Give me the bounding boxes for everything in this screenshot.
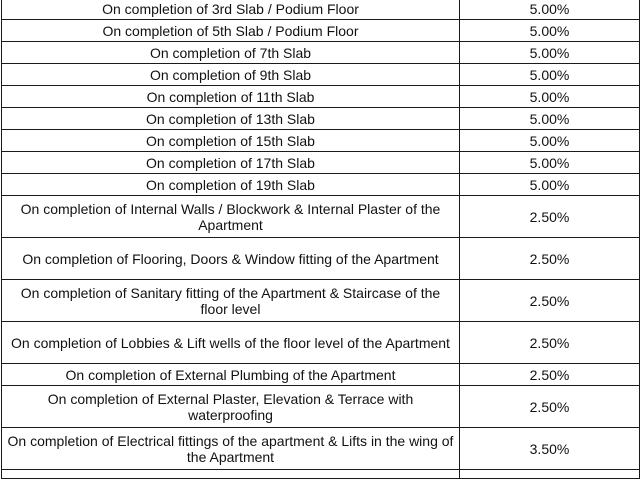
milestone-cell: On completion of Internal Walls / Blockwork & Internal Plaster of the Apartment [2,196,460,238]
milestone-cell: On completion of 3rd Slab / Podium Floor [2,0,460,20]
table-row [2,280,640,322]
percentage-cell: 2.50% [460,322,640,364]
milestone-cell: On completion of External Plaster, Elevation & Terrace with waterproofing [2,386,460,428]
percentage-cell: 5.00% [460,86,640,108]
percentage-cell: 5.00% [460,152,640,174]
table-row [2,174,640,196]
percentage-cell [460,470,640,479]
table-row [2,238,640,280]
table-row [2,108,640,130]
payment-schedule-table [1,0,640,479]
percentage-cell: 5.00% [460,20,640,42]
table-row [2,386,640,428]
percentage-cell: 2.50% [460,386,640,428]
table-row [2,470,640,479]
milestone-cell: On completion of 11th Slab [2,86,460,108]
milestone-cell: On completion of Electrical fittings of the apartment & Lifts in the wing of the Apartment [2,428,460,470]
percentage-cell: 5.00% [460,108,640,130]
percentage-cell: 3.50% [460,428,640,470]
table-row [2,0,640,20]
milestone-cell: On completion of 19th Slab [2,174,460,196]
percentage-cell: 5.00% [460,0,640,20]
milestone-cell: On completion of 7th Slab [2,42,460,64]
percentage-cell: 2.50% [460,364,640,386]
percentage-cell: 5.00% [460,42,640,64]
milestone-cell: On completion of Sanitary fitting of the Apartment & Staircase of the floor level [2,280,460,322]
milestone-cell: On completion of 15th Slab [2,130,460,152]
milestone-cell: On completion of External Plumbing of the Apartment [2,364,460,386]
milestone-cell: On completion of 13th Slab [2,108,460,130]
percentage-cell: 5.00% [460,130,640,152]
percentage-cell: 2.50% [460,238,640,280]
milestone-cell: On completion of Lobbies & Lift wells of the floor level of the Apartment [2,322,460,364]
table-row [2,196,640,238]
percentage-cell: 2.50% [460,280,640,322]
percentage-cell: 5.00% [460,174,640,196]
percentage-cell: 5.00% [460,64,640,86]
milestone-cell: On completion of 17th Slab [2,152,460,174]
table-row [2,364,640,386]
table-row [2,152,640,174]
table-row [2,20,640,42]
table-row [2,64,640,86]
milestone-cell [2,470,460,479]
milestone-cell: On completion of Flooring, Doors & Window fitting of the Apartment [2,238,460,280]
table-row [2,130,640,152]
table-row [2,428,640,470]
table-row [2,322,640,364]
table-row [2,42,640,64]
milestone-cell: On completion of 5th Slab / Podium Floor [2,20,460,42]
table-row [2,86,640,108]
percentage-cell: 2.50% [460,196,640,238]
milestone-cell: On completion of 9th Slab [2,64,460,86]
